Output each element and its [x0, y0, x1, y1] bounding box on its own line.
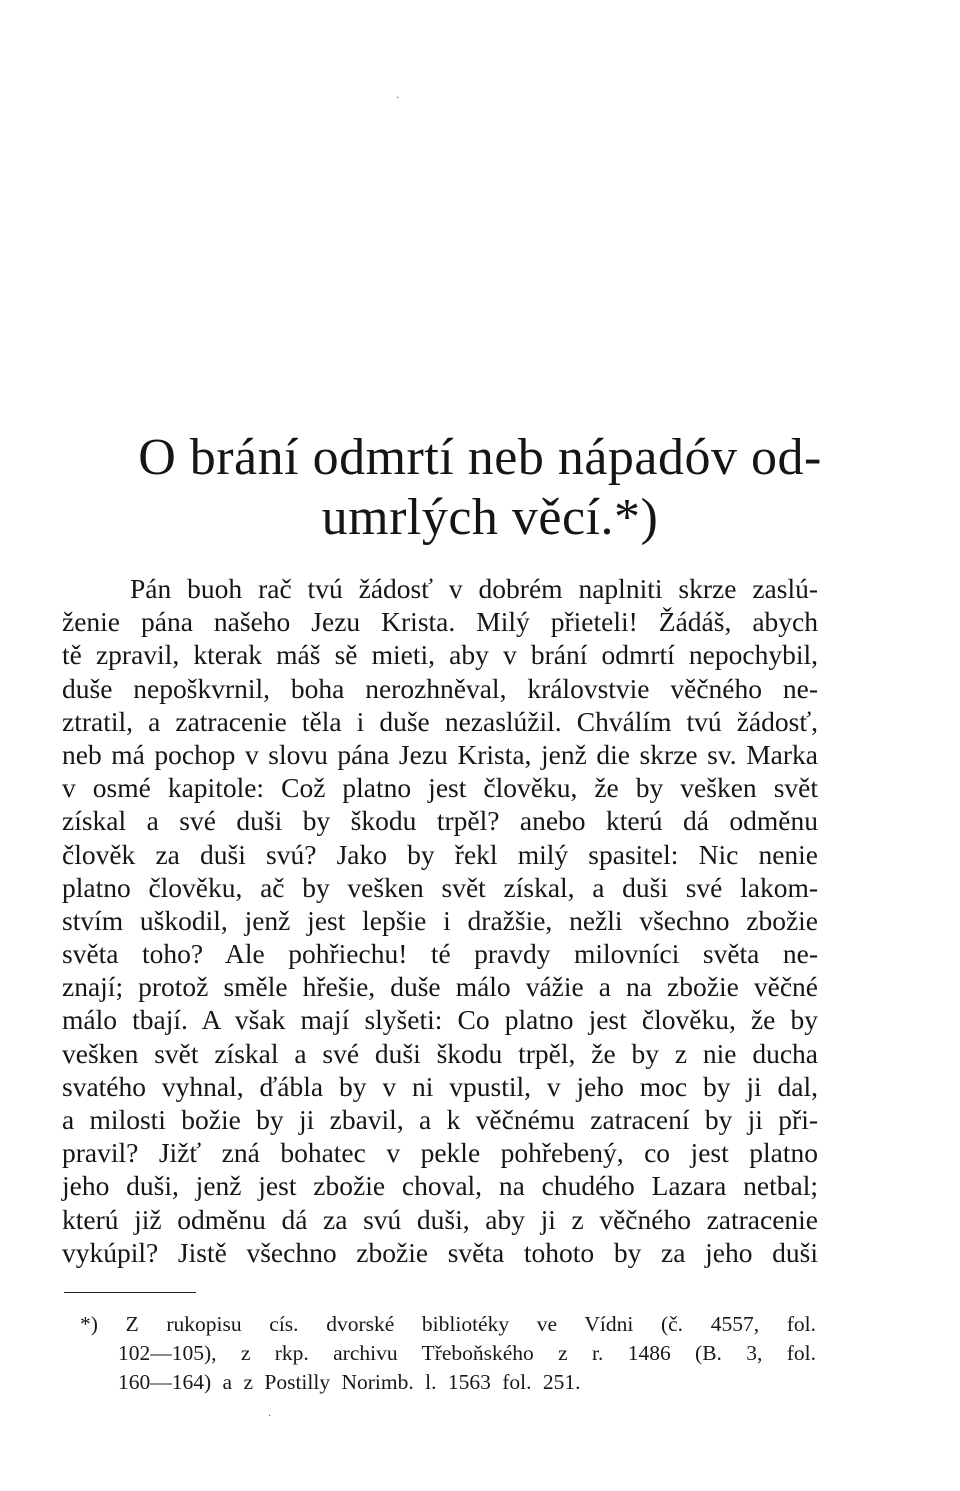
- body-line: Pán buoh rač tvú žádosť v dobrém naplniti skrze zaslú-: [130, 573, 818, 604]
- body-line: jeho duši, jenž jest zbožie choval, na chudého Lazara netbal;: [62, 1170, 818, 1202]
- body-line: duše nepoškvrnil, boha nerozhněval, královstvie věčného ne-: [62, 672, 818, 704]
- body-line: kterú již odměnu dá za svú duši, aby ji z věčného zatracenie: [62, 1203, 818, 1235]
- body-line: člověk za duši svú? Jako by řekl milý spasitel: Nic nenie: [62, 838, 818, 870]
- body-line: stvím uškodil, jenž jest lepšie i dražšie, nežli všechno zbožie: [62, 904, 818, 936]
- footnote: [80, 1310, 816, 1397]
- body-line: platno člověku, ač by vešken svět získal, a duši své lakom-: [62, 871, 818, 903]
- footnote-divider: [64, 1292, 196, 1293]
- body-line: ztratil, a zatracenie těla i duše nezaslúžil. Chválím tvú žádosť,: [62, 705, 818, 737]
- body-text: [62, 572, 818, 1269]
- body-line: vešken svět získal a své duši škodu trpěl, že by z nie ducha: [62, 1037, 818, 1069]
- body-line: získal a své duši by škodu trpěl? anebo kterú dá odměnu: [62, 805, 818, 837]
- body-line: málo tbají. A však mají slyšeti: Co platno jest člověku, že by: [62, 1004, 818, 1036]
- print-speck: ·: [396, 93, 400, 104]
- chapter-title-line-2: umrlých věcí.*): [321, 489, 659, 546]
- chapter-title: [60, 428, 900, 548]
- body-line: vykúpil? Jistě všechno zbožie světa tohoto by za jeho duši: [62, 1236, 818, 1268]
- footnote-line: 160—164) a z Postilly Norimb. l. 1563 fol. 251.: [118, 1370, 581, 1394]
- body-line: světa toho? Ale pohřiechu! té pravdy milovníci světa ne-: [62, 938, 818, 970]
- body-line: svatého vyhnal, ďábla by v ni vpustil, v jeho moc by ji dal,: [62, 1070, 818, 1102]
- body-line: tě zpravil, kterak máš sě mieti, aby v brání odmrtí nepochybil,: [62, 639, 818, 671]
- body-line: v osmé kapitole: Což platno jest člověku, že by vešken svět: [62, 772, 818, 804]
- body-line: neb má pochop v slovu pána Jezu Krista, jenž die skrze sv. Marka: [62, 738, 818, 770]
- body-line: znají; protož směle hřešie, duše málo vážie a na zbožie věčné: [62, 971, 818, 1003]
- footnote-line: *) Z rukopisu cís. dvorské bibliotéky ve Vídni (č. 4557, fol.: [80, 1312, 816, 1336]
- body-line: a milosti božie by ji zbavil, a k věčnému zatracení by ji při-: [62, 1104, 818, 1135]
- print-speck: ·: [268, 1411, 272, 1422]
- body-line: ženie pána našeho Jezu Krista. Milý přieteli! Žádáš, abych: [62, 606, 818, 638]
- body-line: pravil? Jižť zná bohatec v pekle pohřebený, co jest platno: [62, 1137, 818, 1169]
- footnote-line: 102—105), z rkp. archivu Třeboňského z r. 1486 (B. 3, fol.: [118, 1341, 816, 1365]
- chapter-title-line-1: O brání odmrtí neb nápadóv od-: [138, 429, 822, 486]
